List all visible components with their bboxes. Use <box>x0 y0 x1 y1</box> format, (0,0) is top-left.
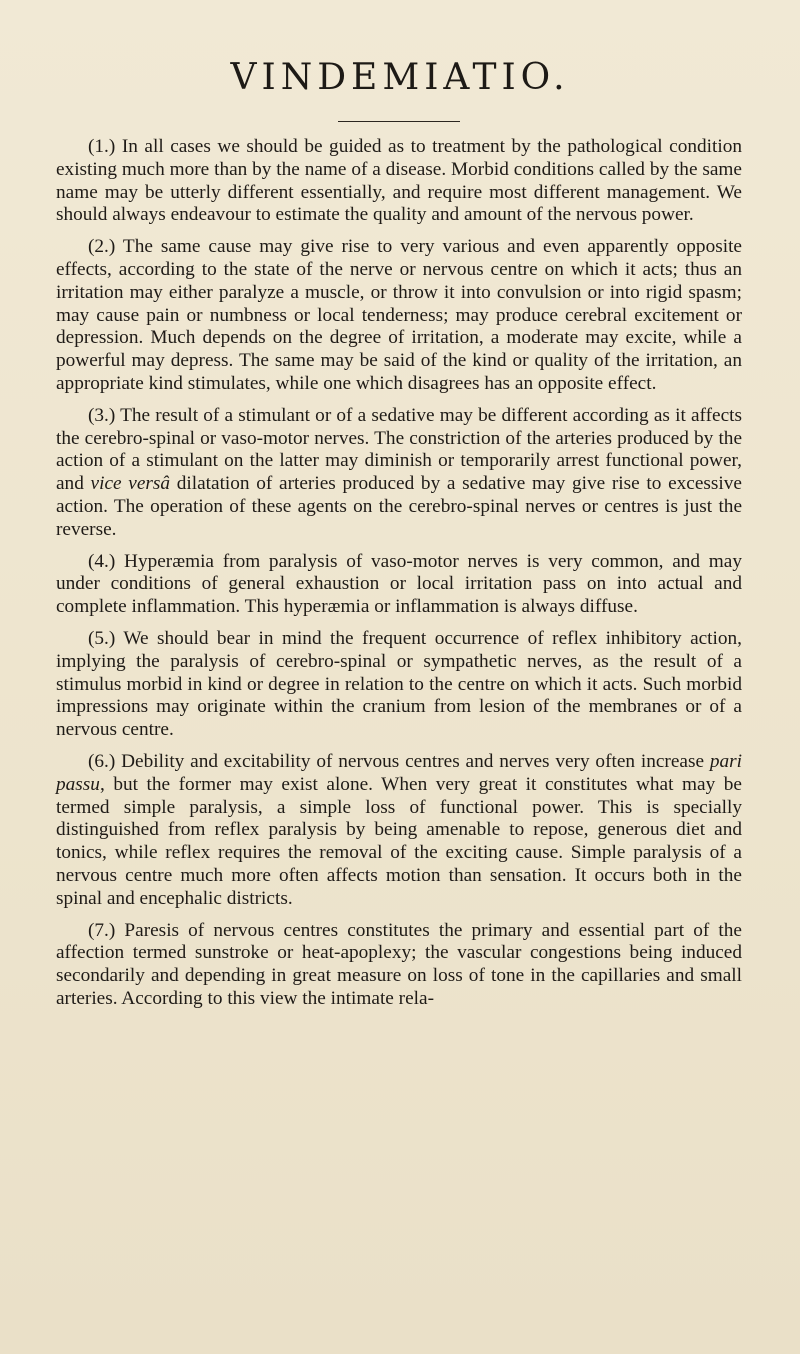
paragraph-text: (6.) Debility and excitability of nervous centres and nerves very often increase <box>88 750 710 772</box>
paragraph-4 <box>56 551 742 619</box>
paragraph-text: dilatation of arteries produced by a sedative may give rise to excessive action. The operation of these agents on the cerebro-spinal nerves or centres is just the reverse. <box>56 473 742 540</box>
title-rule <box>338 121 460 122</box>
paragraph-text: (1.) In all cases we should be guided as to treatment by the pathological condition existing much more than by the name of a disease. Morbid conditions called by the same name may be utterly different essentially, and require most different management. We should always endeavour to estimate the quality and amount of the nervous power. <box>56 136 742 226</box>
paragraph-6 <box>56 751 742 911</box>
paragraph-text: (4.) Hyperæmia from paralysis of vaso-motor nerves is very common, and may under conditions of general exhaustion or local irritation pass on into actual and complete inflammation. This hyperæmia or inflammation is always diffuse. <box>56 550 742 618</box>
paragraph-text: (3.) The result of a stimulant or of a sedative may be different according as it affects the cerebro-spinal or vaso-motor nerves. The constriction of the arteries produced by the action of a stimulant on the latter may diminish or temporarily arrest functional power, and <box>56 404 742 495</box>
italic-phrase: vice versâ <box>90 473 171 495</box>
page-title: VINDEMIATIO. <box>230 57 570 98</box>
paragraph-text: , but the former may exist alone. When very great it constitutes what may be termed simple paralysis, a simple loss of functional power. This is specially distinguished from reflex paralysis by being amenable to repose, generous diet and tonics, while reflex requires the removal of the exciting cause. Simple paralysis of a nervous centre much more often affects motion than sensation. It occurs both in the spinal and encephalic districts. <box>56 773 742 909</box>
paragraph-text: (7.) Paresis of nervous centres constitutes the primary and essential part of the affection termed sunstroke or heat-apoplexy; the vascular congestions being induced secondarily and depending in great measure on loss of tone in the capillaries and small arteries. According to this view the intimate rela- <box>56 919 742 1009</box>
paragraph-3 <box>56 405 742 542</box>
paragraph-1 <box>56 136 742 227</box>
paragraph-5 <box>56 628 742 742</box>
body-text <box>56 136 742 1011</box>
paragraph-text: (5.) We should bear in mind the frequent occurrence of reflex inhibitory action, implying the paralysis of cerebro-spinal or sympathetic nerves, as the result of a stimulus morbid in kind or degree in relation to the centre on which it acts. Such morbid impressions may originate within the cranium from lesion of the membranes or of a nervous centre. <box>56 627 742 741</box>
paragraph-2 <box>56 236 742 396</box>
italic-phrase: pari passu <box>56 750 742 795</box>
paragraph-7 <box>56 920 742 1011</box>
paragraph-text: (2.) The same cause may give rise to very various and even apparently opposite effects, according to the state of the nerve or nervous centre on which it acts; thus an irritation may either paralyze a muscle, or throw it into convulsion or into rigid spasm; may cause pain or numbness or local tenderness; may produce cerebral excitement or depression. Much depends on the degree of irritation, a moderate may excite, while a powerful may depress. The same may be said of the kind or quality of the irritation, an appropriate kind stimulates, while one which disagrees has an opposite effect. <box>56 236 742 394</box>
